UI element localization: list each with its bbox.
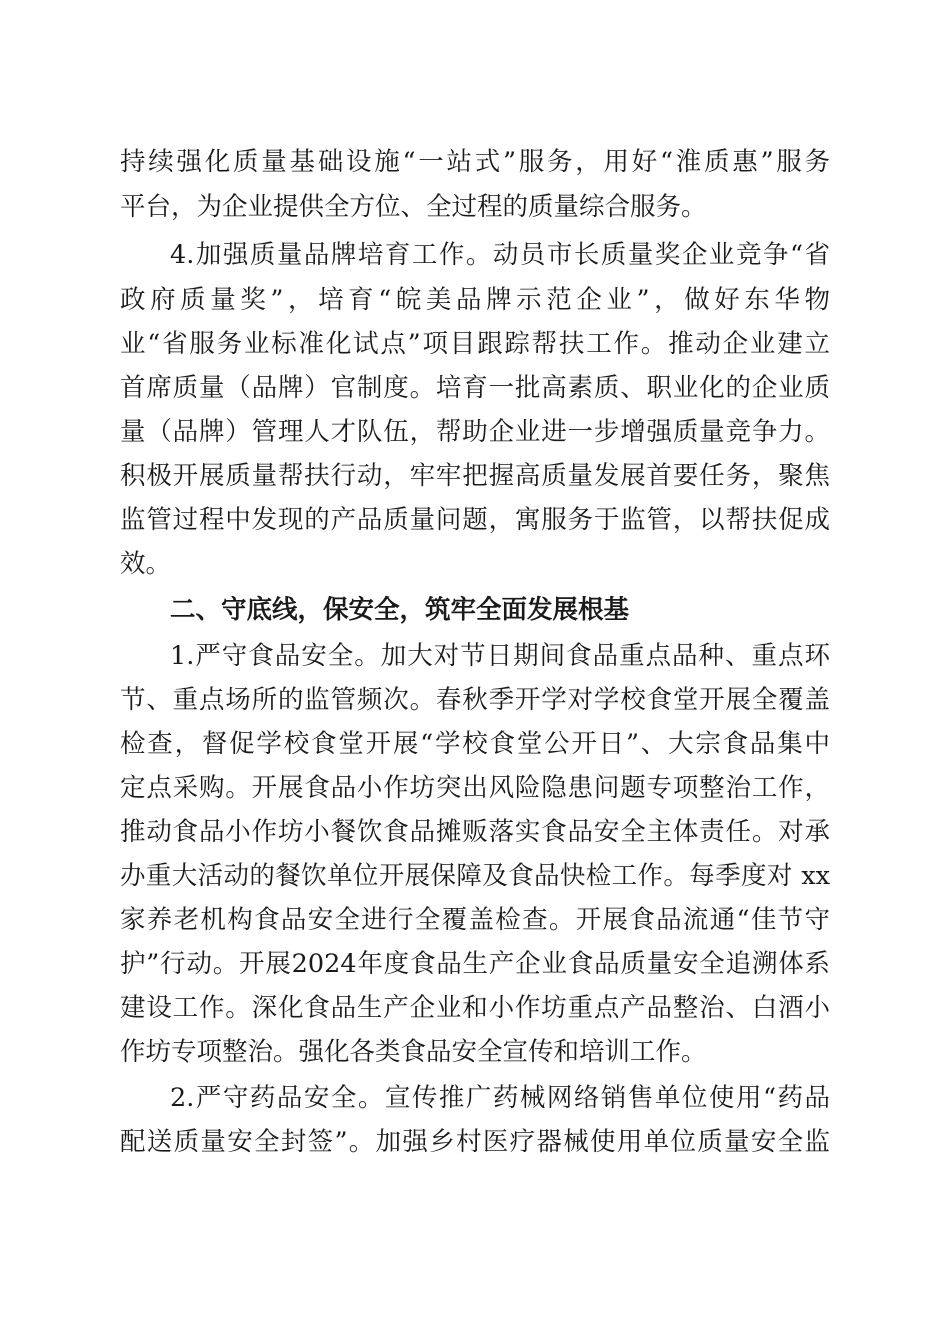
paragraph-line: 1.严守食品安全。加大对节日期间食品重点品种、重点环 xyxy=(170,641,830,671)
paragraph-line: 4.加强质量品牌培育工作。动员市长质量奖企业竞争“省 xyxy=(170,240,830,270)
paragraph-line: 作坊专项整治。强化各类食品安全宣传和培训工作。 xyxy=(120,1037,707,1067)
paragraph-line: 建设工作。深化食品生产企业和小作坊重点产品整治、白酒小 xyxy=(120,993,830,1023)
paragraph-line: 护”行动。开展2024年度食品生产企业食品质量安全追溯体系 xyxy=(120,949,830,979)
paragraph-line: 首席质量（品牌）官制度。培育一批高素质、职业化的企业质 xyxy=(120,373,830,403)
paragraph-line: 效。 xyxy=(120,549,172,579)
paragraph-line: 政府质量奖”，培育“皖美品牌示范企业”，做好东华物 xyxy=(120,285,830,315)
paragraph-line: 持续强化质量基础设施“一站式”服务，用好“淮质惠”服务 xyxy=(120,147,830,177)
paragraph-line: 家养老机构食品安全进行全覆盖检查。开展食品流通“佳节守 xyxy=(120,905,830,935)
paragraph-line: 配送质量安全封签”。加强乡村医疗器械使用单位质量安全监 xyxy=(120,1127,830,1157)
paragraph-line: 检查，督促学校食堂开展“学校食堂公开日”、大宗食品集中 xyxy=(120,729,830,759)
paragraph-line: 办重大活动的餐饮单位开展保障及食品快检工作。每季度对 xx xyxy=(120,861,830,891)
paragraph-line: 监管过程中发现的产品质量问题，寓服务于监管，以帮扶促成 xyxy=(120,505,830,535)
paragraph-line: 节、重点场所的监管频次。春秋季开学对学校食堂开展全覆盖 xyxy=(120,685,830,715)
paragraph-line: 定点采购。开展食品小作坊突出风险隐患问题专项整治工作， xyxy=(120,773,830,803)
paragraph-line: 积极开展质量帮扶行动，牢牢把握高质量发展首要任务，聚焦 xyxy=(120,461,830,491)
paragraph-line: 业“省服务业标准化试点”项目跟踪帮扶工作。推动企业建立 xyxy=(120,329,830,359)
section-heading: 二、守底线，保安全，筑牢全面发展根基 xyxy=(170,595,630,625)
paragraph-line: 2.严守药品安全。宣传推广药械网络销售单位使用“药品 xyxy=(170,1083,830,1113)
paragraph-line: 推动食品小作坊小餐饮食品摊贩落实食品安全主体责任。对承 xyxy=(120,817,830,847)
paragraph-line: 量（品牌）管理人才队伍，帮助企业进一步增强质量竞争力。 xyxy=(120,417,830,447)
paragraph-line: 平台，为企业提供全方位、全过程的质量综合服务。 xyxy=(120,192,707,222)
